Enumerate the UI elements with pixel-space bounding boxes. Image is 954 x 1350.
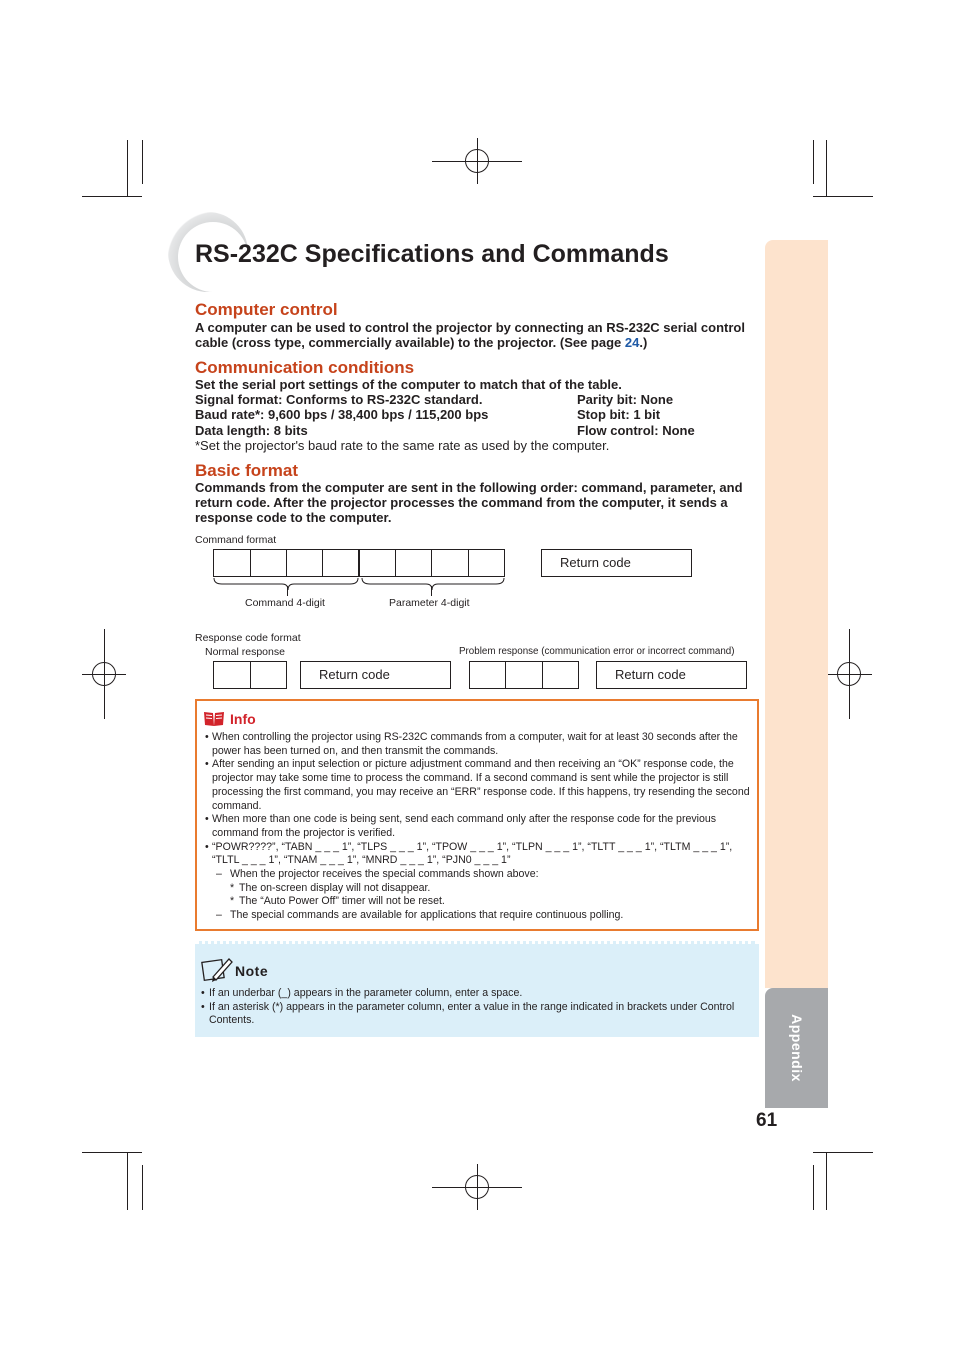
communication-heading: Communication conditions [195, 358, 415, 377]
info-box [195, 699, 759, 931]
appendix-tab-label: Appendix [788, 1014, 805, 1082]
info-subsubitem: * The on-screen display will not disappear. [205, 882, 750, 896]
problem-return-code: Return code [596, 661, 747, 689]
computer-control-body: A computer can be used to control the projector by connecting an RS-232C serial control cable (cross type, commercially available) to the projector. (See page [195, 320, 745, 350]
book-icon [203, 710, 225, 728]
command-return-code: Return code [541, 549, 692, 577]
baud-rate: Baud rate*: 9,600 bps / 38,400 bps / 115,200 bps [195, 407, 489, 422]
note-dotted-border [195, 941, 759, 948]
note-list [201, 987, 741, 1028]
info-list [205, 731, 750, 923]
normal-response-label: Normal response [205, 646, 285, 658]
page-link-24[interactable]: 24 [624, 335, 640, 350]
digit-brackets [210, 576, 510, 598]
baud-footnote: *Set the projector's baud rate to the same rate as used by the computer. [195, 438, 610, 453]
pencil-note-icon [201, 955, 233, 983]
normal-return-code: Return code [300, 661, 451, 689]
note-label: Note [235, 963, 269, 979]
info-item: • When controlling the projector using RS-232C commands from a computer, wait for at least 30 seconds after the power has been turned on, and then transmit the commands. [205, 731, 750, 758]
info-item: • After sending an input selection or picture adjustment command and then receiving an “OK” response code, the projector may take some time to process the command. If a second command is sent while the projector is still processing the first command, you may receive an “ERR” response code. If this happens, try resending the second command. [205, 758, 750, 813]
communication-intro: Set the serial port settings of the computer to match that of the table. [195, 377, 622, 392]
note-item: • If an asterisk (*) appears in the parameter column, enter a value in the range indicated in brackets under Control Contents. [201, 1001, 741, 1028]
info-item: • “POWR????”, “TABN _ _ _ 1”, “TLPS _ _ _ 1”, “TPOW _ _ _ 1”, “TLPN _ _ _ 1”, “TLTT _ _ _ 1”, “TLTM _ _ _ 1”, “TLTL _ _ _ 1”, “TNAM _ _ _ 1”, “MNRD _ _ _ 1”, “PJN0 _ _ _ 1” [205, 841, 750, 868]
info-item: • When more than one code is being sent, send each command only after the response code for the previous command from the projector is verified. [205, 813, 750, 840]
command-digit-label: Command 4-digit [245, 597, 325, 609]
parameter-digit-label: Parameter 4-digit [389, 597, 470, 609]
computer-control-text [195, 320, 755, 350]
note-item: • If an underbar (_) appears in the parameter column, enter a space. [201, 987, 741, 1001]
page-number: 61 [756, 1110, 778, 1131]
parity-bit: Parity bit: None [577, 392, 674, 407]
page-title: RS-232C Specifications and Commands [195, 240, 669, 268]
info-subitem: – The special commands are available for applications that require continuous polling. [205, 909, 750, 923]
computer-control-heading: Computer control [195, 300, 338, 319]
basic-format-text: Commands from the computer are sent in the following order: command, parameter, and return code. After the projector processes the command from the computer, it sends a response code to the computer. [195, 480, 743, 525]
response-format-label: Response code format [195, 632, 301, 644]
command-format-label: Command format [195, 534, 277, 546]
info-label: Info [230, 711, 256, 727]
flow-control: Flow control: None [577, 423, 695, 438]
info-subsubitem: * The “Auto Power Off” timer will not be reset. [205, 895, 750, 909]
signal-format: Signal format: Conforms to RS-232C standard. [195, 392, 483, 407]
data-length: Data length: 8 bits [195, 423, 308, 438]
info-subitem: – When the projector receives the special commands shown above: [205, 868, 750, 882]
basic-format-heading: Basic format [195, 461, 298, 480]
problem-response-label: Problem response (communication error or incorrect command) [459, 646, 735, 657]
note-box [195, 941, 759, 1037]
side-color-band [765, 240, 828, 988]
appendix-tab[interactable] [765, 988, 828, 1108]
stop-bit: Stop bit: 1 bit [577, 407, 661, 422]
computer-control-end: .) [639, 335, 648, 350]
